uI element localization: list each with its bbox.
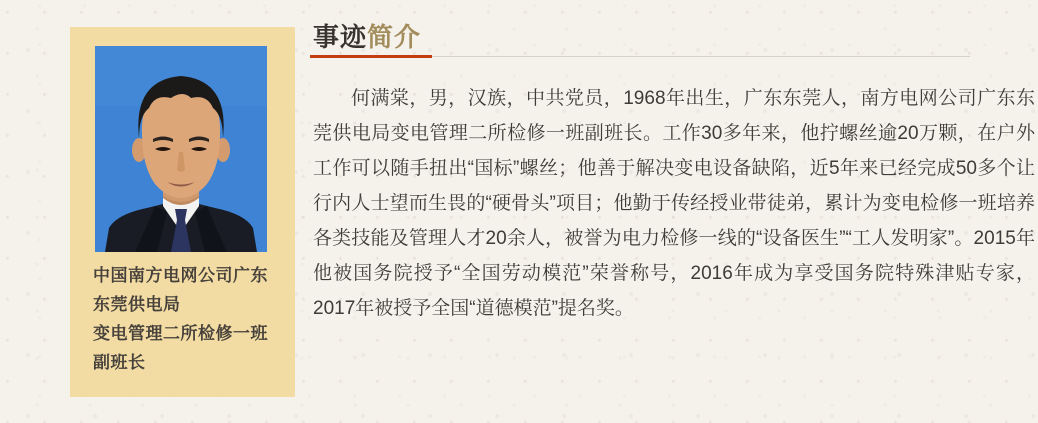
caption-line-2: 东莞供电局 (93, 295, 181, 314)
section-title-underline (310, 55, 970, 58)
caption-line-1: 中国南方电网公司广东 (93, 266, 268, 285)
profile-card (70, 27, 295, 397)
bio-paragraph: 何满棠，男，汉族，中共党员，1968年出生，广东东莞人，南方电网公司广东东莞供电局变电管理二所检修一班副班长。工作30多年来，他拧螺丝逾20万颗，在户外工作可以随手扭出“国标”螺丝；他善于解决变电设备缺陷，近5年来已经完成50多个让行内人士望而生畏的“硬骨头”项目；他勤于传经授业带徒弟，累计为变电检修一班培养各类技能及管理人才20余人，被誉为电力检修一线的“设备医生”“工人发明家”。2015年他被国务院授予“全国劳动模范”荣誉称号，2016年成为享受国务院特殊津贴专家，2017年被授予全国“道德模范”提名奖。 (313, 88, 1035, 319)
section-title-primary: 事迹 (313, 22, 368, 52)
portrait-photo-illustration (95, 46, 267, 252)
underline-red-accent (310, 55, 432, 58)
profile-caption (93, 261, 279, 377)
portrait-photo (95, 46, 267, 252)
caption-line-4: 副班长 (93, 353, 146, 372)
section-title (313, 21, 421, 53)
section-title-secondary: 简介 (367, 22, 422, 52)
caption-line-3: 变电管理二所检修一班 (93, 324, 268, 343)
